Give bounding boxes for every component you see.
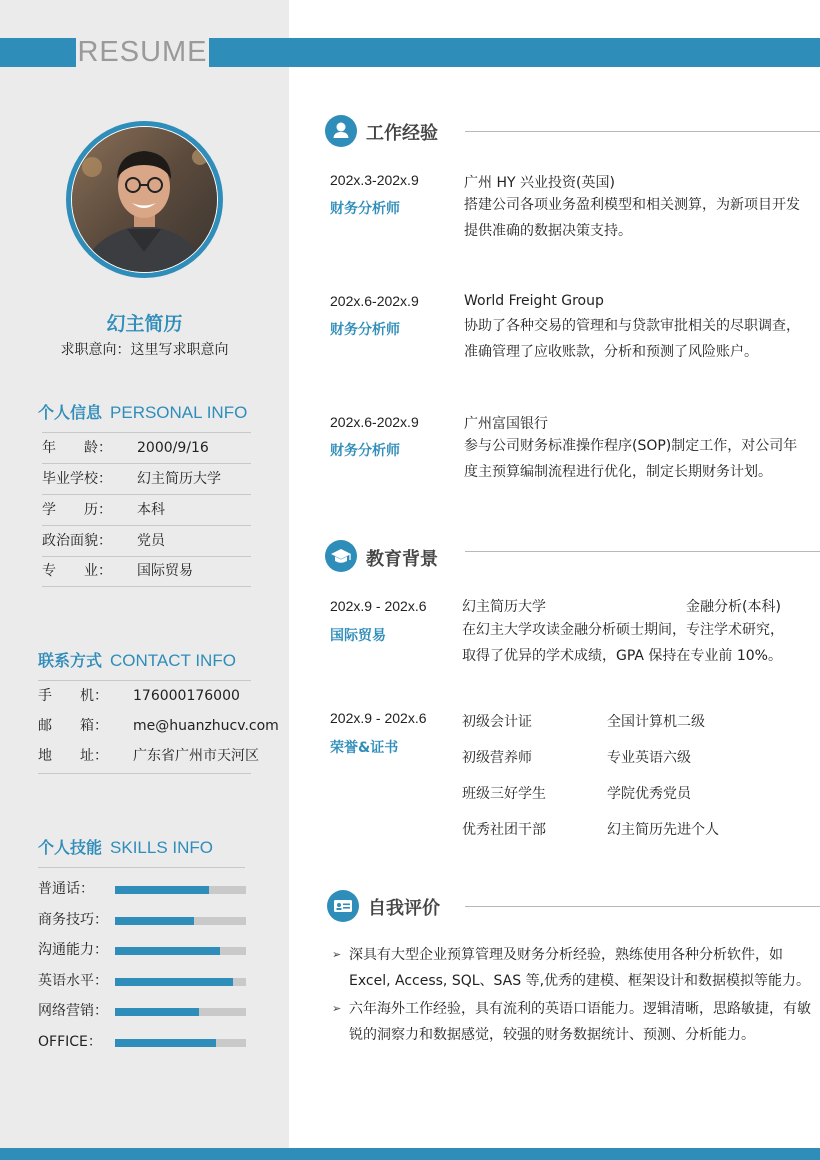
skill-bar [115,1039,246,1047]
info-row-degree [42,495,251,526]
skill-row [38,970,248,992]
work-company: 广州富国银行 [464,416,548,432]
skill-row [38,878,248,900]
skill-row [38,1031,248,1053]
skill-bar-fill [115,1039,216,1047]
info-label: 学 历： [42,502,112,518]
skill-bar [115,947,246,955]
footer-bar [0,1148,820,1160]
skill-bar-fill [115,917,194,925]
skill-row [38,1000,248,1022]
info-label: 毕业学校： [42,471,112,487]
info-label: 年 龄： [42,440,112,456]
avatar [72,127,217,272]
honors-date: 202x.9 - 202x.6 [330,710,427,726]
skill-bar-fill [115,978,233,986]
cert-item: 班级三好学生 [462,786,546,802]
info-label: 专 业： [42,563,112,579]
education-degree: 金融分析(本科) [686,599,781,615]
cert-item: 幻主简历先进个人 [607,822,719,838]
cert-item: 初级会计证 [462,714,532,730]
contact-label: 邮 箱： [38,718,108,734]
divider [38,867,245,868]
contact-info-title-cn: 联系方式 [38,651,103,670]
self-eval-section-icon [327,890,359,922]
work-section-icon [325,115,357,147]
work-description: 协助了各种交易的管理和与贷款审批相关的尽职调查，准确管理了应收账款，分析和预测了风险账户。 [464,318,800,360]
work-role: 财务分析师 [330,322,400,338]
contact-value: me@huanzhucv.com [133,718,279,734]
cert-item: 初级营养师 [462,750,532,766]
skills-heading [38,835,213,858]
contact-label: 地 址： [38,748,108,764]
info-label: 政治面貌： [42,533,112,549]
education-section-icon [325,540,357,572]
work-role: 财务分析师 [330,201,400,217]
skill-label: OFFICE： [38,1033,102,1050]
work-section-title: 工作经验 [366,123,438,144]
job-intent: 求职意向：这里写求职意向 [60,342,229,358]
skill-bar [115,1008,246,1016]
education-section-title: 教育背景 [366,549,438,570]
contact-info-title-en: CONTACT INFO [110,651,236,670]
bullet-arrow-icon: ➢ [332,1002,342,1015]
education-description: 在幻主大学攻读金融分析硕士期间，专注学术研究，取得了优异的学术成绩，GPA 保持在专业前 10%。 [462,622,784,664]
skill-bar-fill [115,1008,199,1016]
work-description: 参与公司财务标准操作程序(SOP)制定工作，对公司年度主预算编制流程进行优化，制定长期财务计划。 [464,438,798,480]
bullet-arrow-icon: ➢ [332,948,342,961]
work-date: 202x.3-202x.9 [330,172,419,188]
self-eval-section-title: 自我评价 [368,898,440,919]
cert-item: 学院优秀党员 [607,786,691,802]
skill-label: 普通话： [38,881,94,897]
skill-bar [115,978,246,986]
header-bar-left [0,38,76,67]
contact-value: 广东省广州市天河区 [133,748,259,764]
section-divider [465,131,820,132]
personal-info-title-cn: 个人信息 [38,403,103,422]
skills-title-en: SKILLS INFO [110,838,213,857]
section-divider [465,906,820,907]
skill-bar [115,886,246,894]
honors-label: 荣誉&证书 [330,740,399,756]
cert-item: 全国计算机二级 [607,714,705,730]
skill-label: 英语水平： [38,972,108,989]
skill-bar [115,917,246,925]
header-bar-right [209,38,820,67]
contact-label: 手 机： [38,688,108,704]
info-row-school [42,464,251,495]
work-date: 202x.6-202x.9 [330,293,419,309]
info-row-age [42,433,251,464]
section-divider [465,551,820,552]
skill-bar-fill [115,947,220,955]
work-date: 202x.6-202x.9 [330,414,419,430]
id-card-icon [327,890,359,922]
cert-item: 优秀社团干部 [462,822,546,838]
work-company: 广州 HY 兴业投资(英国) [464,175,615,191]
work-description: 搭建公司各项业务盈利模型和相关测算，为新项目开发提供准确的数据决策支持。 [464,197,800,239]
contact-value: 176000176000 [133,688,240,704]
personal-info-heading [38,400,247,423]
skill-row [38,939,248,961]
contact-row-email [38,712,279,742]
skills-title-cn: 个人技能 [38,838,103,857]
skill-row [38,909,248,931]
work-company: World Freight Group [464,293,604,309]
divider [38,680,251,681]
contact-row-phone [38,682,251,712]
contact-row-address [38,742,259,772]
graduation-cap-icon [325,540,357,572]
user-icon [325,115,357,147]
education-major: 国际贸易 [330,628,386,644]
self-eval-text: 六年海外工作经验，具有流利的英语口语能力。逻辑清晰，思路敏捷，有敏锐的洞察力和数据感觉，较强的财务数据统计、预测、分析能力。 [349,1001,811,1043]
work-role: 财务分析师 [330,443,400,459]
skill-label: 网络营销： [38,1003,108,1019]
info-row-politics [42,526,251,557]
info-value: 幻主简历大学 [137,471,221,487]
contact-info-heading [38,648,236,671]
skill-label: 沟通能力： [38,942,108,958]
info-value: 党员 [137,533,165,549]
info-row-major [42,556,251,587]
candidate-name: 幻主简历 [106,313,183,335]
education-date: 202x.9 - 202x.6 [330,598,427,614]
info-value: 本科 [137,502,165,518]
education-school: 幻主简历大学 [462,599,546,615]
skill-bar-fill [115,886,209,894]
info-value: 国际贸易 [137,563,193,579]
divider [38,773,251,774]
cert-item: 专业英语六级 [607,750,691,766]
info-value: 2000/9/16 [137,440,209,456]
personal-info-title-en: PERSONAL INFO [110,403,248,422]
skill-label: 商务技巧： [38,911,108,928]
self-eval-text: 深具有大型企业预算管理及财务分析经验，熟练使用各种分析软件，如 Excel, Access, SQL、SAS 等,优秀的建模、框架设计和数据模拟等能力。 [349,947,811,989]
resume-title: RESUME [77,36,208,68]
